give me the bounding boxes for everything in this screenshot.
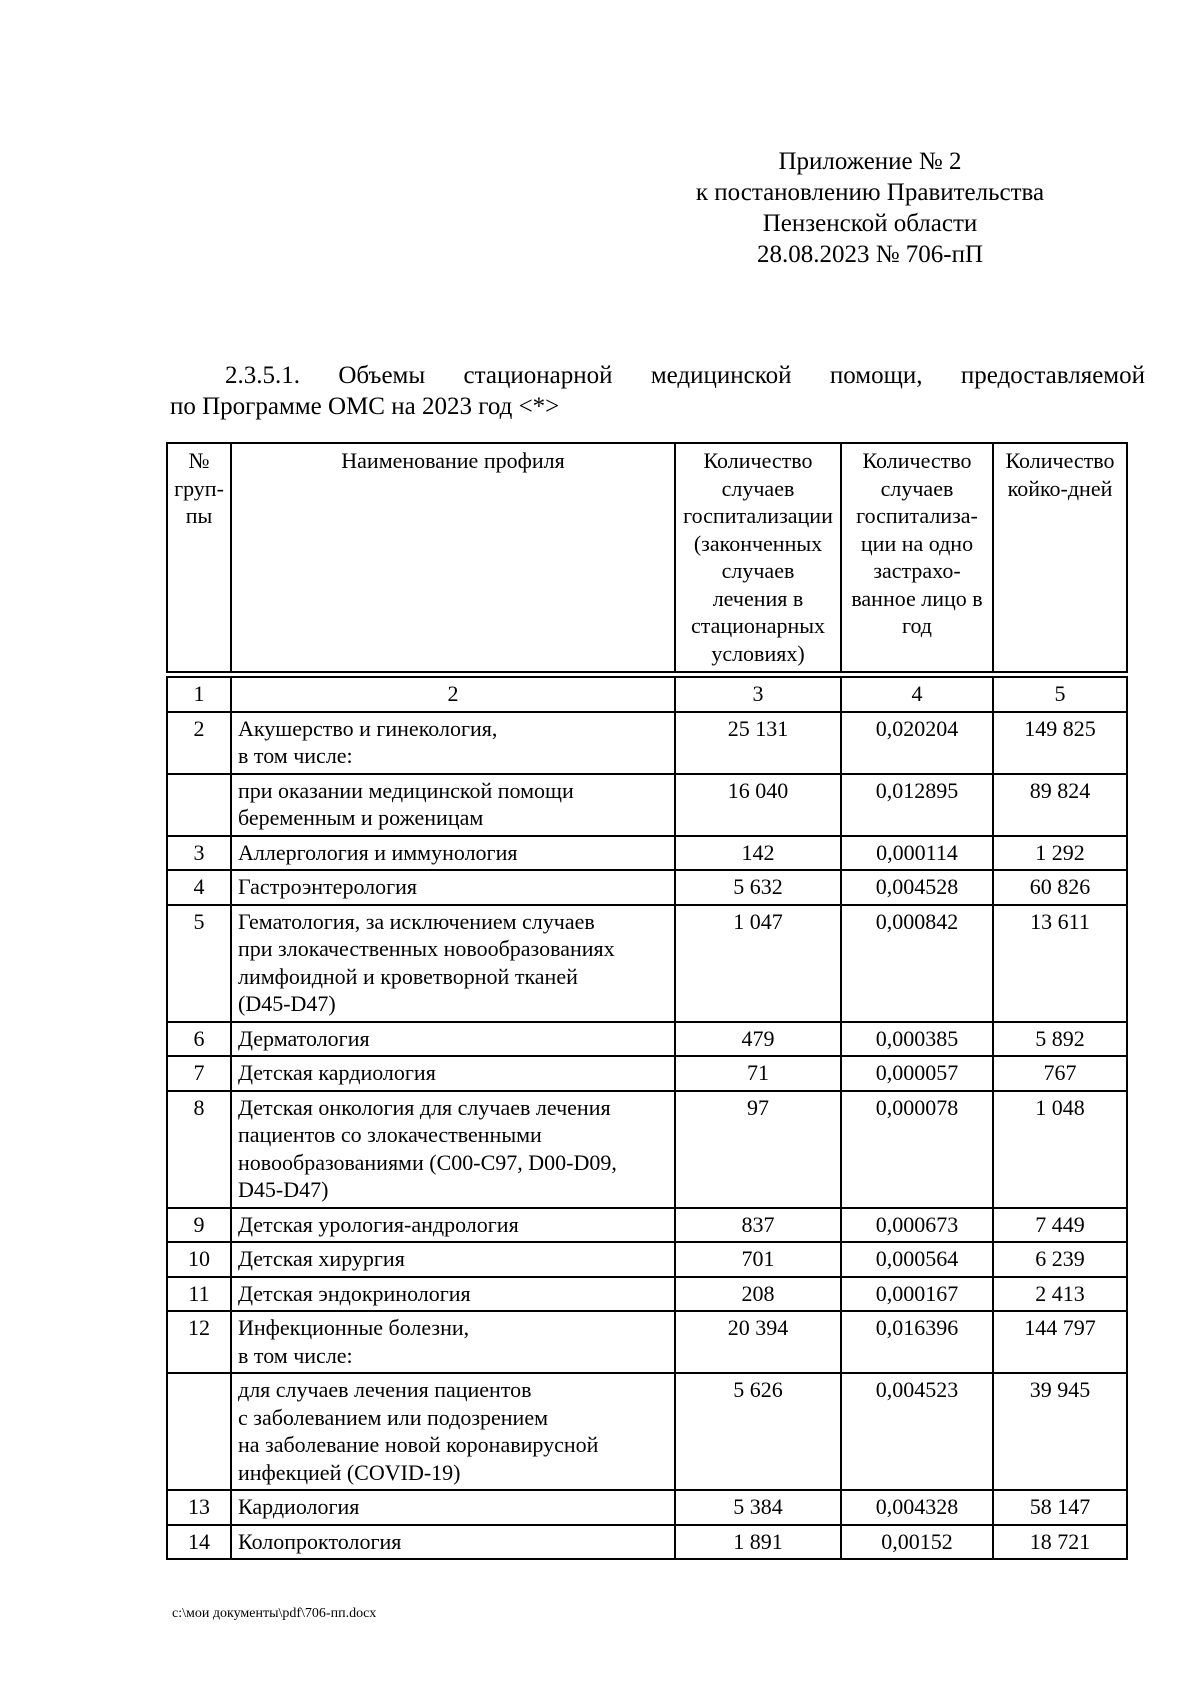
row-group-number: 3: [167, 836, 231, 871]
row-group-number: 8: [167, 1091, 231, 1208]
row-cases: 16 040: [675, 774, 841, 836]
table-row: [167, 1277, 1127, 1312]
row-profile-name: Акушерство и гинекология, в том числе:: [231, 712, 675, 774]
row-group-number: 2: [167, 712, 231, 774]
row-group-number: [167, 1373, 231, 1490]
row-cases-per-person: 0,004328: [841, 1490, 993, 1525]
table-row: [167, 1311, 1127, 1373]
row-cases: 71: [675, 1056, 841, 1091]
row-group-number: 7: [167, 1056, 231, 1091]
table-row: [167, 712, 1127, 774]
column-numbers-row: [167, 677, 1127, 712]
row-cases-per-person: 0,000842: [841, 905, 993, 1022]
row-profile-name: Дерматология: [231, 1022, 675, 1057]
appendix-date-number: 28.08.2023 № 706-пП: [756, 241, 984, 268]
header-cases-per-person: Количество случаев госпитализа-ции на одно застрахо-ванное лицо в год: [841, 443, 993, 672]
table-row: [167, 1208, 1127, 1243]
column-number: 5: [993, 677, 1127, 712]
row-cases: 20 394: [675, 1311, 841, 1373]
row-cases: 25 131: [675, 712, 841, 774]
row-profile-name: Детская кардиология: [231, 1056, 675, 1091]
row-group-number: 4: [167, 870, 231, 905]
appendix-block: [620, 146, 1120, 270]
row-cases: 837: [675, 1208, 841, 1243]
row-bed-days: 1 048: [993, 1091, 1127, 1208]
row-group-number: 9: [167, 1208, 231, 1243]
row-bed-days: 58 147: [993, 1490, 1127, 1525]
row-group-number: 13: [167, 1490, 231, 1525]
row-cases: 479: [675, 1022, 841, 1057]
row-cases-per-person: 0,016396: [841, 1311, 993, 1373]
row-group-number: 6: [167, 1022, 231, 1057]
appendix-ref: к постановлению Правительства: [695, 179, 1045, 206]
row-bed-days: 39 945: [993, 1373, 1127, 1490]
row-bed-days: 1 292: [993, 836, 1127, 871]
row-cases: 1 891: [675, 1525, 841, 1560]
row-profile-name: Детская онкология для случаев лечения пациентов со злокачественными новообразованиями (C00-C97, D00-D09, D45-D47): [231, 1091, 675, 1208]
row-cases-per-person: 0,000385: [841, 1022, 993, 1057]
row-group-number: 14: [167, 1525, 231, 1560]
row-profile-name: для случаев лечения пациентов с заболеванием или подозрением на заболевание новой коронавирусной инфекцией (COVID-19): [231, 1373, 675, 1490]
row-profile-name: Колопроктология: [231, 1525, 675, 1560]
table-row: [167, 1373, 1127, 1490]
row-cases: 97: [675, 1091, 841, 1208]
row-bed-days: 13 611: [993, 905, 1127, 1022]
row-cases: 1 047: [675, 905, 841, 1022]
row-bed-days: 7 449: [993, 1208, 1127, 1243]
table-row: [167, 1490, 1127, 1525]
table-row: [167, 870, 1127, 905]
appendix-region: Пензенской области: [762, 210, 978, 237]
row-group-number: 12: [167, 1311, 231, 1373]
row-bed-days: 149 825: [993, 712, 1127, 774]
row-group-number: 5: [167, 905, 231, 1022]
row-cases-per-person: 0,000564: [841, 1242, 993, 1277]
row-group-number: 10: [167, 1242, 231, 1277]
header-profile-name: Наименование профиля: [231, 443, 675, 672]
row-bed-days: 6 239: [993, 1242, 1127, 1277]
row-cases-per-person: 0,020204: [841, 712, 993, 774]
column-number: 3: [675, 677, 841, 712]
row-profile-name: Аллергология и иммунология: [231, 836, 675, 871]
row-profile-name: Инфекционные болезни, в том числе:: [231, 1311, 675, 1373]
row-cases-per-person: 0,000167: [841, 1277, 993, 1312]
row-cases-per-person: 0,000114: [841, 836, 993, 871]
table-row: [167, 836, 1127, 871]
section-heading: [170, 360, 1145, 422]
row-profile-name: при оказании медицинской помощи беременным и роженицам: [231, 774, 675, 836]
row-cases-per-person: 0,000078: [841, 1091, 993, 1208]
row-profile-name: Гематология, за исключением случаев при злокачественных новообразованиях лимфоидной и кроветворной тканей (D45-D47): [231, 905, 675, 1022]
row-cases-per-person: 0,004528: [841, 870, 993, 905]
row-bed-days: 60 826: [993, 870, 1127, 905]
row-cases: 701: [675, 1242, 841, 1277]
row-cases: 208: [675, 1277, 841, 1312]
table-row: [167, 774, 1127, 836]
header-bed-days: Количество койко-дней: [993, 443, 1127, 672]
section-heading-line2: по Программе ОМС на 2023 год <*>: [170, 393, 560, 420]
table-header: [166, 442, 1128, 673]
row-bed-days: 767: [993, 1056, 1127, 1091]
row-cases: 5 384: [675, 1490, 841, 1525]
column-number: 1: [167, 677, 231, 712]
row-group-number: 11: [167, 1277, 231, 1312]
row-cases: 142: [675, 836, 841, 871]
row-profile-name: Детская хирургия: [231, 1242, 675, 1277]
row-cases: 5 626: [675, 1373, 841, 1490]
row-cases-per-person: 0,004523: [841, 1373, 993, 1490]
row-bed-days: 5 892: [993, 1022, 1127, 1057]
table-row: [167, 1022, 1127, 1057]
file-path-footer: c:\мои документы\pdf\706-пп.docx: [172, 1606, 377, 1621]
row-bed-days: 89 824: [993, 774, 1127, 836]
row-bed-days: 18 721: [993, 1525, 1127, 1560]
table-row: [167, 1091, 1127, 1208]
table-row: [167, 905, 1127, 1022]
header-cases: Количество случаев госпитализации (законченных случаев лечения в стационарных условиях): [675, 443, 841, 672]
row-bed-days: 144 797: [993, 1311, 1127, 1373]
section-heading-line1: 2.3.5.1. Объемы стационарной медицинской помощи, предоставляемой: [225, 362, 1145, 389]
row-cases-per-person: 0,000057: [841, 1056, 993, 1091]
header-row: [167, 443, 1127, 672]
row-profile-name: Детская урология-андрология: [231, 1208, 675, 1243]
table-row: [167, 1056, 1127, 1091]
row-profile-name: Гастроэнтерология: [231, 870, 675, 905]
column-number: 4: [841, 677, 993, 712]
row-profile-name: Кардиология: [231, 1490, 675, 1525]
table-row: [167, 1242, 1127, 1277]
appendix-title: Приложение № 2: [778, 148, 962, 175]
table-row: [167, 1525, 1127, 1560]
row-cases-per-person: 0,000673: [841, 1208, 993, 1243]
row-profile-name: Детская эндокринология: [231, 1277, 675, 1312]
row-bed-days: 2 413: [993, 1277, 1127, 1312]
header-group-number: № груп-пы: [167, 443, 231, 672]
row-group-number: [167, 774, 231, 836]
row-cases-per-person: 0,012895: [841, 774, 993, 836]
data-table: [166, 676, 1128, 1560]
column-number: 2: [231, 677, 675, 712]
row-cases: 5 632: [675, 870, 841, 905]
row-cases-per-person: 0,00152: [841, 1525, 993, 1560]
